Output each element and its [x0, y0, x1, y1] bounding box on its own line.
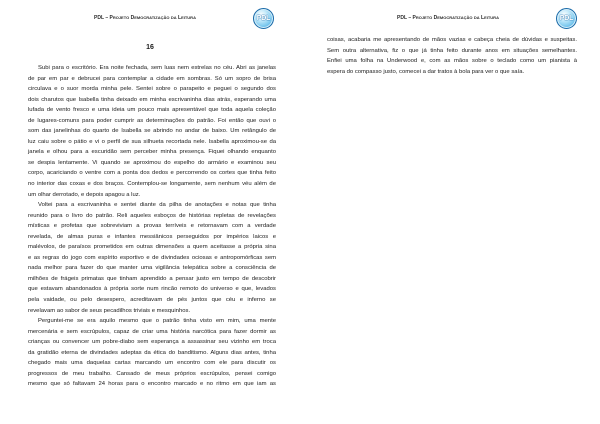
- text-line: crianças ou convencer um pobre-diabo sem esperança a assassinar seu vizinho em troca: [28, 339, 276, 346]
- pdl-logo-text: PDL: [256, 15, 271, 22]
- text-line: de par em par e debrucei para contemplar a cidade em sombras. Só um sopro de brisa: [28, 75, 276, 82]
- text-line: místicas e profetas que sobreviviam a provas terríveis e retornavam com a verdade: [28, 223, 276, 230]
- text-line: revelada, de almas puras e infantes messiânicos perseguidos por impérios laicos e: [28, 233, 276, 240]
- running-title: PDL – Projeto Democratização da Leitura: [94, 15, 196, 21]
- text-line: som das janelinhas do quarto de Isabella se abrindo no andar de baixo. Um retângulo de: [28, 128, 276, 135]
- text-line: Subi para o escritório. Era noite fechada, sem luas nem estrelas no céu. Abri as janelas: [38, 65, 276, 71]
- text-line: e as regras do jogo com espírito esportivo e de divindades ociosas e antropomórficas sem: [28, 254, 276, 261]
- text-line: pela vaidade, ou pelo desespero, acreditavam de pés juntos que céu e inferno se: [28, 297, 276, 304]
- text-line: Voltei para a escrivaninha e sentei diante da pilha de anotações e notas que tinha: [38, 202, 276, 209]
- text-line: mesmo que só faltavam 24 horas para o encontro marcado e no ritmo em que iam as: [28, 381, 276, 388]
- pdl-logo: [556, 8, 577, 29]
- text-line: corpo, acariciando o ventre com a ponta dos dedos e percorrendo os cortes que tinha feito: [28, 170, 276, 177]
- text-line: luz caiu sobre o pátio e vi o perfil de sua silhueta recortada nele. Isabella aproximou-se da: [28, 138, 276, 145]
- text-line: coisas, acabaria me apresentando de mãos vazias e cabeça cheia de dúvidas e suspeitas.: [327, 37, 577, 43]
- text-line: dois charutos que Isabella tinha deixado em minha escrivaninha dias atrás, esperando uma: [28, 96, 276, 103]
- paragraph: [28, 200, 276, 316]
- text-line: milhões de frágeis primatas que tinham aprendido a pensar justo em tempo de descobrir: [28, 275, 276, 282]
- chapter-number: 16: [146, 44, 154, 51]
- text-column: [28, 63, 276, 390]
- text-line: progressos de meu trabalho. Cansado de meus próprios escrúpulos, pensei comigo: [28, 370, 276, 377]
- text-column: [327, 35, 577, 77]
- text-line: malévolos, de paraísos prometidos em outras dimensões a quem aceitasse a própria sina: [28, 244, 276, 251]
- pdl-logo: [253, 8, 274, 29]
- text-line: no interior das coxas e dos braços. Contemplou-se longamente, sem nenhum véu além de: [28, 181, 276, 188]
- text-line: janela e olhou para a escuridão sem perceber minha presença. Fiquei olhando enquanto: [28, 149, 276, 156]
- text-line: espera do compasso justo, comecei a dar tratos à bola para ver o que saía.: [327, 68, 525, 75]
- paragraph: [28, 316, 276, 390]
- text-line: de lugares-comuns para poder cumprir as determinações do patrão. Foi então que ouvi o: [28, 117, 276, 124]
- text-line: um olhar derrotado, e depois apagou a luz.: [28, 191, 141, 198]
- text-line: da gratidão eterna de divindades adeptas da ética do banditismo. Alguns dias antes, tinha: [28, 349, 276, 356]
- paragraph: [28, 63, 276, 200]
- text-line: Enfiei uma folha na Underwood e, com as mãos sobre o teclado como um pianista à: [327, 58, 577, 65]
- text-line: Sem outra alternativa, fiz o que já tinha feito durante anos em situações semelhantes.: [327, 47, 577, 54]
- pdl-logo-text: PDL: [559, 15, 574, 22]
- text-line: revelavam ao sabor de seus pecadilhos triviais e mesquinhos.: [28, 307, 191, 314]
- text-line: se despia lentamente. Vi quando se aproximou do espelho do armário e examinou seu: [28, 159, 276, 166]
- text-line: mercenária e sem escrúpulos, capaz de criar uma história narcótica para fazer dormir as: [28, 328, 276, 335]
- text-line: nada melhor para fazer do que manter uma vigilância telepática sobre a consciência de: [28, 265, 276, 272]
- text-line: reunido para o livro do patrão. Reli aqueles esboços de histórias repletas de revelações: [28, 212, 276, 219]
- text-line: Perguntei-me se era aquilo mesmo que o patrão tinha visto em mim, uma mente: [38, 318, 276, 325]
- text-line: que estavam abandonados à própria sorte num rincão remoto do universo e que, levados: [28, 286, 276, 293]
- text-line: circulava e o suor morda minha pele. Sentei sobre o parapeito e peguei o segundo dos: [28, 86, 276, 93]
- right-page: [300, 0, 600, 424]
- running-title: PDL – Projeto Democratização da Leitura: [397, 15, 499, 21]
- paragraph: [327, 35, 577, 77]
- text-line: lufada de vento fresco e uma ideia um pouco mais apresentável que toda aquela coleção: [28, 107, 276, 114]
- text-line: chegado mais uma daquelas cartas marcando um encontro com ele para discutir os: [28, 360, 276, 367]
